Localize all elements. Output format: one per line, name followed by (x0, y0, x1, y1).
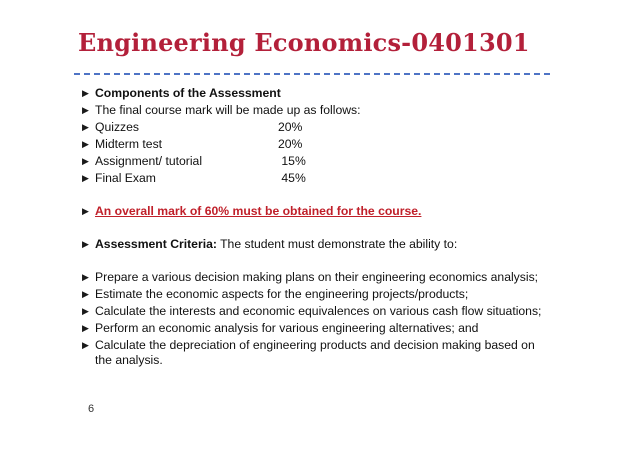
bullet-arrow-icon: ▶ (82, 272, 89, 282)
ability-text: Calculate the interests and economic equivalences on various cash flow situations; (95, 304, 542, 318)
bullet-arrow-icon: ▶ (82, 105, 89, 115)
final-mark-intro: The final course mark will be made up as follows: (95, 103, 361, 117)
bullet-arrow-icon: ▶ (82, 206, 89, 216)
bullet-final-mark-intro (78, 103, 598, 118)
bullet-arrow-icon: ▶ (82, 340, 89, 350)
slide-title: Engineering Economics-0401301 (78, 28, 530, 57)
ability-text: Prepare a various decision making plans on their engineering economics analysis; (95, 270, 539, 284)
bullet-arrow-icon: ▶ (82, 88, 89, 98)
assessment-item-label: Midterm test (95, 137, 163, 151)
bullet-arrow-icon: ▶ (82, 156, 89, 166)
assessment-item-weight: 15% (278, 154, 306, 168)
spacer (78, 188, 598, 204)
assessment-item-weight: 20% (278, 120, 303, 134)
bullet-overall-requirement (78, 204, 598, 219)
bullet-arrow-icon: ▶ (82, 289, 89, 299)
ability-item (78, 338, 555, 368)
spacer (78, 221, 598, 237)
bullet-arrow-icon: ▶ (82, 122, 89, 132)
bullet-assessment-criteria (78, 237, 598, 252)
bullet-arrow-icon: ▶ (82, 323, 89, 333)
page-number: 6 (88, 403, 95, 415)
assessment-item-row (78, 137, 598, 152)
spacer (78, 254, 598, 270)
ability-text: Estimate the economic aspects for the engineering projects/products; (95, 287, 469, 301)
title-divider (74, 73, 550, 75)
overall-requirement: An overall mark of 60% must be obtained for the course. (95, 204, 422, 218)
assessment-item-label: Assignment/ tutorial (95, 154, 203, 168)
assessment-item-weight: 20% (278, 137, 303, 151)
criteria-label: Assessment Criteria: (95, 237, 217, 251)
assessment-item-row (78, 171, 598, 186)
bullet-arrow-icon: ▶ (82, 306, 89, 316)
bullet-arrow-icon: ▶ (82, 173, 89, 183)
assessment-item-label: Quizzes (95, 120, 140, 134)
assessment-item-label: Final Exam (95, 171, 156, 185)
ability-item (78, 304, 598, 319)
ability-item (78, 321, 598, 336)
ability-item (78, 270, 598, 285)
bullet-components-heading (78, 86, 598, 101)
ability-item (78, 287, 598, 302)
bullet-list (78, 86, 598, 370)
bullet-arrow-icon: ▶ (82, 139, 89, 149)
criteria-intro: The student must demonstrate the ability to: (216, 237, 458, 251)
components-heading: Components of the Assessment (95, 86, 281, 100)
bullet-arrow-icon: ▶ (82, 239, 89, 249)
ability-text: Calculate the depreciation of engineering products and decision making based on the analysis. (95, 338, 535, 367)
assessment-item-row (78, 120, 598, 135)
assessment-item-row (78, 154, 598, 169)
assessment-item-weight: 45% (278, 171, 306, 185)
ability-text: Perform an economic analysis for various engineering alternatives; and (95, 321, 479, 335)
